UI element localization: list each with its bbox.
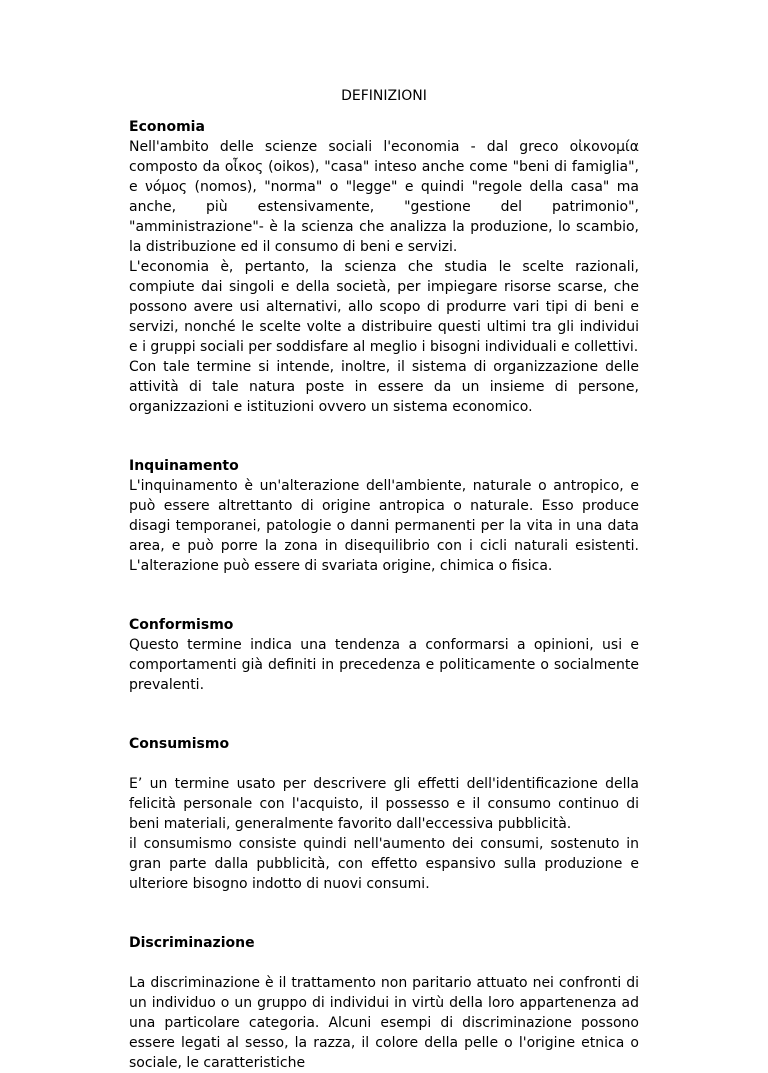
section-heading: Inquinamento <box>129 458 239 474</box>
section-heading: Consumismo <box>129 736 230 752</box>
document-page <box>129 86 639 1073</box>
section-discriminazione <box>129 933 639 1073</box>
paragraph: Con tale termine si intende, inoltre, il sistema di organizzazione delle attività di tale natura poste in essere da un insieme di persone, organizzazioni e istituzioni ovvero un sistema economico. <box>129 359 639 415</box>
section-heading: Conformismo <box>129 617 234 633</box>
section-inquinamento <box>129 456 639 576</box>
paragraph: La discriminazione è il trattamento non paritario attuato nei confronti di un individuo o un gruppo di individui in virtù della loro appartenenza ad una particolare categoria. Alcuni esempi di discriminazione possono essere legati al sesso, la razza, il colore della pelle o l'origine etnica o sociale, le caratteristiche <box>129 975 639 1071</box>
paragraph: Nell'ambito delle scienze sociali l'economia - dal greco οἰκονομία composto da οἶκος (oikos), "casa" inteso anche come "beni di famiglia", e νόμος (nomos), "norma" o "legge" e quindi "regole della casa" ma anche, più estensivamente, "gestione del patrimonio", "amministrazione"- è la scienza che analizza la produzione, lo scambio, la distribuzione ed il consumo di beni e servizi. <box>129 139 639 255</box>
section-heading: Discriminazione <box>129 935 255 951</box>
paragraph: il consumismo consiste quindi nell'aumento dei consumi, sostenuto in gran parte dalla pubblicità, con effetto espansivo sulla produzione e ulteriore bisogno indotto di nuovi consumi. <box>129 836 639 892</box>
paragraph: Questo termine indica una tendenza a conformarsi a opinioni, usi e comportamenti già definiti in precedenza e politicamente o socialmente prevalenti. <box>129 637 639 693</box>
section-economia <box>129 117 639 417</box>
document-title: DEFINIZIONI <box>341 88 427 104</box>
paragraph: L'economia è, pertanto, la scienza che studia le scelte razionali, compiute dai singoli e della società, per impiegare risorse scarse, che possono avere usi alternativi, allo scopo di produrre vari tipi di beni e servizi, nonché le scelte volte a distribuire questi ultimi tra gli individui e i gruppi sociali per soddisfare al meglio i bisogni individuali e collettivi. <box>129 259 639 355</box>
section-consumismo <box>129 734 639 894</box>
paragraph: E’ un termine usato per descrivere gli effetti dell'identificazione della felicità personale con l'acquisto, il possesso e il consumo continuo di beni materiali, generalmente favorito dall'eccessiva pubblicità. <box>129 776 639 832</box>
section-heading: Economia <box>129 119 205 135</box>
section-conformismo <box>129 615 639 695</box>
paragraph: L'inquinamento è un'alterazione dell'ambiente, naturale o antropico, e può essere altrettanto di origine antropica o naturale. Esso produce disagi temporanei, patologie o danni permanenti per la vita in una data area, e può porre la zona in disequilibrio con i cicli naturali esistenti. L'alterazione può essere di svariata origine, chimica o fisica. <box>129 478 639 574</box>
